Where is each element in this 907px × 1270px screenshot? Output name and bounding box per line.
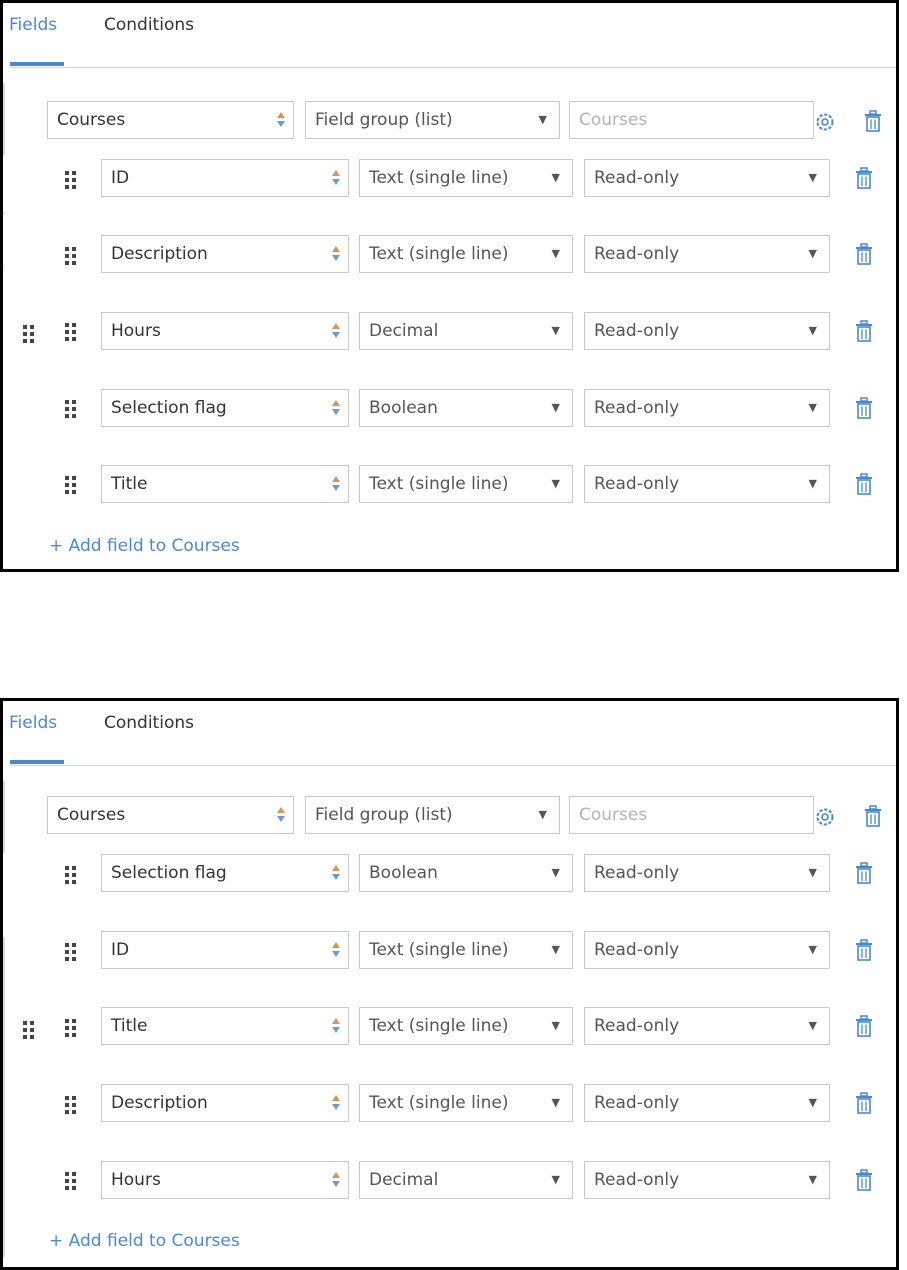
drag-handle-icon[interactable] xyxy=(65,171,77,189)
drag-handle-icon[interactable] xyxy=(23,325,35,343)
field-name-input[interactable] xyxy=(101,235,349,273)
field-mode-text: Read-only xyxy=(594,863,680,883)
caret-down-icon: ▼ xyxy=(551,1019,560,1032)
field-type-select[interactable] xyxy=(359,235,573,273)
spinner-arrows-icon[interactable] xyxy=(332,476,340,492)
field-type-select[interactable] xyxy=(359,1084,573,1122)
drag-handle-icon[interactable] xyxy=(65,323,77,341)
field-mode-select[interactable] xyxy=(584,854,830,892)
group-name-field[interactable] xyxy=(47,101,294,139)
active-tab-indicator xyxy=(10,62,64,66)
group-type-select[interactable] xyxy=(305,101,560,139)
add-field-link[interactable]: + Add field to Courses xyxy=(49,536,240,556)
caret-down-icon: ▼ xyxy=(551,1173,560,1186)
edge-divider xyxy=(3,937,5,1257)
field-name-text: Description xyxy=(111,1093,208,1113)
caret-down-icon: ▼ xyxy=(551,943,560,956)
caret-down-icon: ▼ xyxy=(551,477,560,490)
field-name-text: ID xyxy=(111,940,130,960)
spinner-arrows-icon[interactable] xyxy=(332,400,340,416)
edge-divider xyxy=(3,781,5,853)
tab-fields[interactable]: Fields xyxy=(9,713,58,733)
edge-divider xyxy=(3,83,5,155)
spinner-arrows-icon[interactable] xyxy=(332,1095,340,1111)
group-name-text: Courses xyxy=(57,110,126,130)
field-name-text: Description xyxy=(111,244,208,264)
field-type-text: Boolean xyxy=(369,863,438,883)
spinner-arrows-icon[interactable] xyxy=(277,807,285,823)
field-name-text: ID xyxy=(111,168,130,188)
caret-down-icon: ▼ xyxy=(551,1096,560,1109)
group-type-text: Field group (list) xyxy=(315,110,453,130)
tab-conditions[interactable]: Conditions xyxy=(104,713,194,733)
field-type-text: Text (single line) xyxy=(369,1093,509,1113)
field-name-text: Hours xyxy=(111,1170,161,1190)
drag-handle-icon[interactable] xyxy=(23,1021,35,1039)
spinner-arrows-icon[interactable] xyxy=(332,170,340,186)
trash-icon[interactable] xyxy=(855,1169,873,1191)
spinner-arrows-icon[interactable] xyxy=(332,246,340,262)
caret-down-icon: ▼ xyxy=(808,401,817,414)
drag-handle-icon[interactable] xyxy=(65,476,77,494)
field-type-select[interactable] xyxy=(359,312,573,350)
field-editor-panel xyxy=(0,0,899,572)
add-field-link[interactable]: + Add field to Courses xyxy=(49,1231,240,1251)
field-name-input[interactable] xyxy=(101,854,349,892)
trash-icon[interactable] xyxy=(864,110,882,132)
caret-down-icon: ▼ xyxy=(808,866,817,879)
group-type-text: Field group (list) xyxy=(315,805,453,825)
field-mode-text: Read-only xyxy=(594,321,680,341)
tab-fields[interactable]: Fields xyxy=(9,15,58,35)
field-editor-panel xyxy=(0,698,899,1270)
spinner-arrows-icon[interactable] xyxy=(332,1172,340,1188)
field-mode-select[interactable] xyxy=(584,235,830,273)
field-type-select[interactable] xyxy=(359,389,573,427)
field-type-text: Text (single line) xyxy=(369,1016,509,1036)
field-type-text: Decimal xyxy=(369,321,439,341)
caret-down-icon: ▼ xyxy=(551,324,560,337)
field-mode-text: Read-only xyxy=(594,1016,680,1036)
field-mode-text: Read-only xyxy=(594,940,680,960)
drag-handle-icon[interactable] xyxy=(65,1096,77,1114)
field-name-input[interactable] xyxy=(101,159,349,197)
group-reference-placeholder: Courses xyxy=(579,110,648,130)
drag-handle-icon[interactable] xyxy=(65,400,77,418)
field-mode-select[interactable] xyxy=(584,159,830,197)
field-mode-select[interactable] xyxy=(584,931,830,969)
field-mode-select[interactable] xyxy=(584,312,830,350)
caret-down-icon: ▼ xyxy=(808,477,817,490)
trash-icon[interactable] xyxy=(864,805,882,827)
caret-down-icon: ▼ xyxy=(551,247,560,260)
field-mode-text: Read-only xyxy=(594,1093,680,1113)
field-mode-text: Read-only xyxy=(594,398,680,418)
caret-down-icon: ▼ xyxy=(808,1096,817,1109)
group-name-field[interactable] xyxy=(47,796,294,834)
field-name-text: Hours xyxy=(111,321,161,341)
spinner-arrows-icon[interactable] xyxy=(332,865,340,881)
field-name-input[interactable] xyxy=(101,389,349,427)
tab-divider xyxy=(10,67,896,68)
spinner-arrows-icon[interactable] xyxy=(332,323,340,339)
spinner-arrows-icon[interactable] xyxy=(332,942,340,958)
caret-down-icon: ▼ xyxy=(551,866,560,879)
caret-down-icon: ▼ xyxy=(551,401,560,414)
trash-icon[interactable] xyxy=(855,473,873,495)
field-type-select[interactable] xyxy=(359,854,573,892)
field-type-select[interactable] xyxy=(359,1007,573,1045)
caret-down-icon: ▼ xyxy=(538,113,547,126)
trash-icon[interactable] xyxy=(855,397,873,419)
group-reference-placeholder: Courses xyxy=(579,805,648,825)
field-name-input[interactable] xyxy=(101,465,349,503)
field-mode-select[interactable] xyxy=(584,389,830,427)
trash-icon[interactable] xyxy=(855,243,873,265)
trash-icon[interactable] xyxy=(855,167,873,189)
field-name-text: Selection flag xyxy=(111,398,227,418)
caret-down-icon: ▼ xyxy=(808,171,817,184)
caret-down-icon: ▼ xyxy=(808,1019,817,1032)
edge-divider xyxy=(3,265,5,266)
field-name-text: Selection flag xyxy=(111,863,227,883)
field-mode-text: Read-only xyxy=(594,1170,680,1190)
caret-down-icon: ▼ xyxy=(808,943,817,956)
field-name-input[interactable] xyxy=(101,1007,349,1045)
field-name-input[interactable] xyxy=(101,931,349,969)
active-tab-indicator xyxy=(10,760,64,764)
field-type-text: Decimal xyxy=(369,1170,439,1190)
group-name-text: Courses xyxy=(57,805,126,825)
field-type-text: Boolean xyxy=(369,398,438,418)
field-name-input[interactable] xyxy=(101,312,349,350)
group-reference-input[interactable] xyxy=(569,796,814,834)
field-mode-text: Read-only xyxy=(594,168,680,188)
tab-divider xyxy=(10,765,896,766)
gear-icon[interactable] xyxy=(813,805,837,829)
field-type-select[interactable] xyxy=(359,159,573,197)
spinner-arrows-icon[interactable] xyxy=(277,112,285,128)
field-mode-text: Read-only xyxy=(594,244,680,264)
edge-divider xyxy=(3,213,5,214)
field-name-text: Title xyxy=(111,1016,148,1036)
trash-icon[interactable] xyxy=(855,862,873,884)
caret-down-icon: ▼ xyxy=(808,324,817,337)
trash-icon[interactable] xyxy=(855,320,873,342)
drag-handle-icon[interactable] xyxy=(65,1172,77,1190)
drag-handle-icon[interactable] xyxy=(65,1019,77,1037)
field-mode-text: Read-only xyxy=(594,474,680,494)
field-mode-select[interactable] xyxy=(584,1007,830,1045)
field-type-text: Text (single line) xyxy=(369,940,509,960)
spinner-arrows-icon[interactable] xyxy=(332,1018,340,1034)
caret-down-icon: ▼ xyxy=(538,808,547,821)
field-mode-select[interactable] xyxy=(584,1084,830,1122)
drag-handle-icon[interactable] xyxy=(65,866,77,884)
field-type-select[interactable] xyxy=(359,1161,573,1199)
field-type-text: Text (single line) xyxy=(369,244,509,264)
trash-icon[interactable] xyxy=(855,1015,873,1037)
caret-down-icon: ▼ xyxy=(551,171,560,184)
drag-handle-icon[interactable] xyxy=(65,943,77,961)
group-reference-input[interactable] xyxy=(569,101,814,139)
field-type-text: Text (single line) xyxy=(369,168,509,188)
trash-icon[interactable] xyxy=(855,1092,873,1114)
field-name-input[interactable] xyxy=(101,1161,349,1199)
gear-icon[interactable] xyxy=(813,110,837,134)
group-type-select[interactable] xyxy=(305,796,560,834)
field-type-select[interactable] xyxy=(359,931,573,969)
field-name-text: Title xyxy=(111,474,148,494)
field-type-text: Text (single line) xyxy=(369,474,509,494)
field-mode-select[interactable] xyxy=(584,1161,830,1199)
field-name-input[interactable] xyxy=(101,1084,349,1122)
trash-icon[interactable] xyxy=(855,939,873,961)
tab-conditions[interactable]: Conditions xyxy=(104,15,194,35)
caret-down-icon: ▼ xyxy=(808,247,817,260)
drag-handle-icon[interactable] xyxy=(65,247,77,265)
caret-down-icon: ▼ xyxy=(808,1173,817,1186)
field-mode-select[interactable] xyxy=(584,465,830,503)
field-type-select[interactable] xyxy=(359,465,573,503)
